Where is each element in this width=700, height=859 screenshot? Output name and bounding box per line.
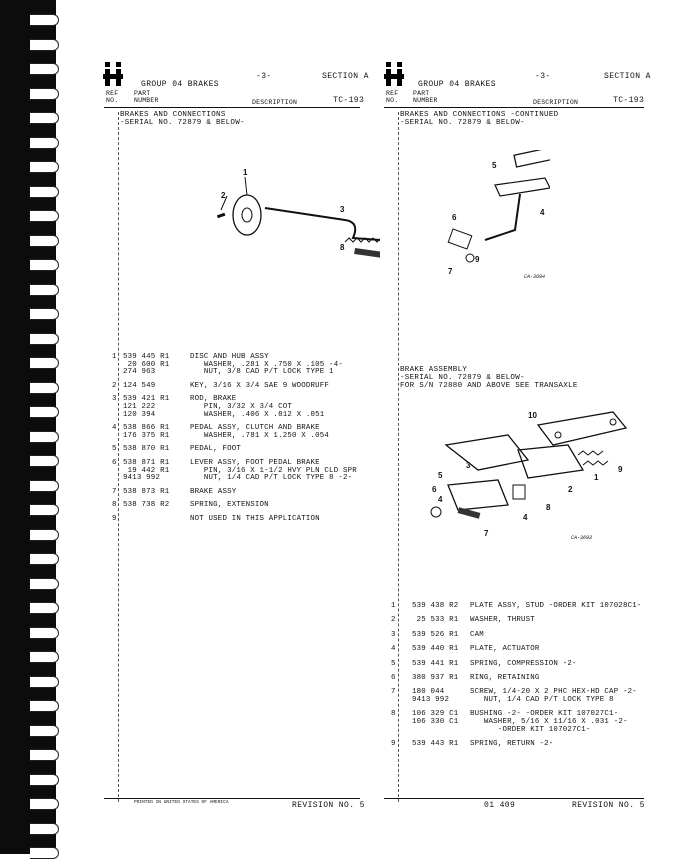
- right-row-ref: 5: [391, 659, 396, 668]
- left-margin-line: [118, 112, 119, 802]
- left-row-part-number: 124 549: [123, 381, 156, 390]
- binder-ring: [30, 39, 59, 51]
- left-row-description: ROD, BRAKE PIN, 3/32 X 3/4 COT WASHER, .406 X .812 X .051: [190, 395, 325, 419]
- left-parts-diagram: [195, 160, 380, 290]
- binder-ring: [30, 627, 59, 639]
- binder-ring: [30, 210, 59, 222]
- binder-ring: [30, 14, 59, 26]
- right-row-ref: 3: [391, 630, 396, 639]
- right-row-description: PLATE, ACTUATOR: [470, 645, 540, 654]
- right-group-title: GROUP 04 BRAKES: [418, 80, 497, 89]
- svg-text:8: 8: [340, 243, 345, 252]
- left-row-part-number: 538 738 R2: [123, 501, 170, 510]
- right-row-description: CAM: [470, 630, 484, 639]
- binder-ring: [30, 725, 59, 737]
- svg-text:3: 3: [340, 205, 345, 214]
- left-section: SECTION A: [322, 72, 369, 81]
- left-header-rule: [104, 107, 360, 108]
- binder-ring: [30, 333, 59, 345]
- left-group-title: GROUP 04 BRAKES: [141, 80, 220, 89]
- svg-text:5: 5: [492, 161, 497, 170]
- left-row-description: LEVER ASSY, FOOT PEDAL BRAKE PIN, 3/16 X 1-1/2 HVY PLN CLD SPR NUT, 1/4 CAD P/T LOCK TYPE 8 -2-: [190, 459, 357, 483]
- binder-ring: [30, 63, 59, 75]
- right-row-description: BUSHING -2- -ORDER KIT 107027C1- WASHER, 5/16 X 11/16 X .031 -2- -ORDER KIT 107027C1-: [470, 710, 628, 734]
- binder-ring: [30, 235, 59, 247]
- left-row-part-number: 538 866 R1 176 375 R1: [123, 424, 170, 440]
- svg-text:7: 7: [484, 529, 489, 538]
- right-row-description: PLATE ASSY, STUD -ORDER KIT 107028C1-: [470, 602, 642, 610]
- binder-ring: [30, 480, 59, 492]
- right-section: SECTION A: [604, 72, 651, 81]
- svg-text:8: 8: [546, 503, 551, 512]
- right-subtitle-serial: -SERIAL NO. 72879 & BELOW-: [400, 374, 525, 382]
- left-row-part-number: 539 421 R1 121 222 120 394: [123, 395, 170, 419]
- svg-text:1: 1: [243, 168, 248, 177]
- left-page-number: -3-: [256, 72, 272, 81]
- left-row-ref: 2: [112, 381, 117, 390]
- right-header-rule: [384, 107, 644, 108]
- right-row-ref: 6: [391, 674, 396, 682]
- binder-ring: [30, 431, 59, 443]
- right-row-description: SPRING, COMPRESSION -2-: [470, 659, 577, 668]
- binder-ring: [30, 284, 59, 296]
- right-row-description: WASHER, THRUST: [470, 616, 535, 625]
- right-desc-header: DESCRIPTION: [533, 99, 579, 106]
- ih-logo-icon: [103, 62, 125, 86]
- right-row-ref: 1: [391, 602, 396, 610]
- left-row-ref: 4: [112, 424, 117, 433]
- svg-text:9: 9: [618, 465, 623, 474]
- binder-ring: [30, 578, 59, 590]
- binder-ring: [30, 847, 59, 859]
- left-tc-code: TC-193: [333, 96, 365, 105]
- left-row-description: PEDAL, FOOT: [190, 445, 241, 454]
- svg-text:9: 9: [475, 255, 480, 264]
- right-figure-label-2: CA-3693: [571, 535, 593, 541]
- left-row-part-number: 538 870 R1: [123, 445, 170, 454]
- right-ref-header: REF NO.: [386, 90, 399, 104]
- binder-ring: [30, 651, 59, 663]
- right-row-ref: 7: [391, 688, 396, 697]
- svg-text:5: 5: [438, 471, 443, 480]
- right-row-part-number: 539 441 R1: [412, 659, 459, 668]
- left-row-description: KEY, 3/16 X 3/4 SAE 9 WOODRUFF: [190, 381, 330, 390]
- binder-ring: [30, 504, 59, 516]
- svg-text:6: 6: [432, 485, 437, 494]
- right-row-part-number: 539 526 R1: [412, 630, 459, 639]
- right-footer-code: 01 409: [484, 801, 516, 810]
- left-row-ref: 1: [112, 353, 117, 361]
- svg-text:7: 7: [448, 267, 453, 276]
- right-row-part-number: 25 533 R1: [412, 616, 459, 625]
- svg-text:10: 10: [528, 411, 537, 420]
- right-brake-assembly-diagram: [418, 400, 643, 550]
- svg-text:4: 4: [438, 495, 443, 504]
- left-row-description: NOT USED IN THIS APPLICATION: [190, 515, 320, 523]
- svg-text:4: 4: [523, 513, 528, 522]
- right-pedal-diagram: [400, 150, 550, 290]
- left-printed-note: PRINTED IN UNITED STATES OF AMERICA: [134, 800, 229, 805]
- binder-ring: [30, 602, 59, 614]
- right-row-part-number: 539 438 R2: [412, 602, 459, 610]
- right-row-description: SPRING, RETURN -2-: [470, 740, 554, 748]
- binder-ring: [30, 774, 59, 786]
- right-subtitle-brake: BRAKE ASSEMBLY: [400, 366, 468, 374]
- left-row-description: BRAKE ASSY: [190, 487, 237, 496]
- binder-ring: [30, 700, 59, 712]
- right-row-part-number: 380 937 R1: [412, 674, 459, 682]
- binder-ring: [30, 529, 59, 541]
- right-margin-line: [398, 112, 399, 802]
- left-ref-header: REF NO.: [106, 90, 119, 104]
- right-row-part-number: 106 329 C1 106 330 C1: [412, 710, 459, 726]
- right-row-part-number: 539 443 R1: [412, 740, 459, 748]
- left-footer-rule: [104, 798, 360, 799]
- svg-text:6: 6: [452, 213, 457, 222]
- left-section-title: BRAKES AND CONNECTIONS: [120, 111, 226, 119]
- right-row-ref: 8: [391, 710, 396, 719]
- right-section-serial: -SERIAL NO. 72879 & BELOW-: [400, 119, 525, 127]
- left-row-part-number: 539 445 R1 20 600 R1 274 963: [123, 353, 170, 377]
- svg-text:1: 1: [594, 473, 599, 482]
- binder-ring: [30, 798, 59, 810]
- left-desc-header: DESCRIPTION: [252, 99, 298, 106]
- left-row-part-number: 538 871 R1 19 442 R1 9413 992: [123, 459, 170, 483]
- svg-text:2: 2: [568, 485, 573, 494]
- binder-ring: [30, 676, 59, 688]
- svg-text:2: 2: [221, 191, 226, 200]
- left-row-ref: 7: [112, 487, 117, 496]
- right-row-ref: 9: [391, 740, 396, 748]
- right-row-ref: 4: [391, 645, 396, 654]
- binder-ring: [30, 455, 59, 467]
- right-part-header: PART NUMBER: [413, 90, 438, 104]
- right-page-number: -3-: [535, 72, 551, 81]
- right-row-part-number: 539 440 R1: [412, 645, 459, 654]
- right-tc-code: TC-193: [613, 96, 645, 105]
- binder-ring: [30, 308, 59, 320]
- binder-ring: [30, 406, 59, 418]
- ih-logo-icon-right: [384, 62, 406, 86]
- right-footer-rule: [384, 798, 644, 799]
- right-row-description: SCREW, 1/4-20 X 2 PHC HEX-HD CAP -2- NUT, 1/4 CAD P/T LOCK TYPE 8: [470, 688, 637, 704]
- binder-ring: [30, 357, 59, 369]
- left-row-description: SPRING, EXTENSION: [190, 501, 269, 510]
- binder-ring: [30, 112, 59, 124]
- binder-ring: [30, 186, 59, 198]
- left-row-ref: 9: [112, 515, 117, 523]
- binder-ring: [30, 749, 59, 761]
- binder-ring: [30, 137, 59, 149]
- binder-ring: [30, 88, 59, 100]
- binder-ring: [30, 161, 59, 173]
- left-row-description: PEDAL ASSY, CLUTCH AND BRAKE WASHER, .781 X 1.250 X .054: [190, 424, 330, 440]
- left-row-description: DISC AND HUB ASSY WASHER, .281 X .750 X .105 -4- NUT, 3/8 CAD P/T LOCK TYPE 1: [190, 353, 343, 377]
- left-row-ref: 6: [112, 459, 117, 467]
- svg-text:3: 3: [466, 461, 471, 470]
- binder-ring: [30, 823, 59, 835]
- right-row-ref: 2: [391, 616, 396, 625]
- right-section-title: BRAKES AND CONNECTIONS -CONTINUED: [400, 111, 559, 119]
- right-revision: REVISION NO. 5: [572, 801, 645, 810]
- binder-ring: [30, 553, 59, 565]
- svg-text:4: 4: [540, 208, 545, 217]
- left-row-ref: 5: [112, 445, 117, 454]
- right-subtitle-transaxle: FOR S/N 72880 AND ABOVE SEE TRANSAXLE: [400, 382, 578, 390]
- left-row-ref: 3: [112, 395, 117, 404]
- left-revision: REVISION NO. 5: [292, 801, 365, 810]
- right-figure-label-1: CA-3694: [524, 274, 546, 280]
- left-part-header: PART NUMBER: [134, 90, 159, 104]
- binder-ring: [30, 259, 59, 271]
- left-row-ref: 8: [112, 501, 117, 510]
- left-section-serial: -SERIAL NO. 72879 & BELOW-: [120, 119, 245, 127]
- binder-ring: [30, 382, 59, 394]
- left-row-part-number: 538 873 R1: [123, 487, 170, 496]
- right-row-description: RING, RETAINING: [470, 674, 540, 682]
- right-row-part-number: 180 044 9413 992: [412, 688, 450, 704]
